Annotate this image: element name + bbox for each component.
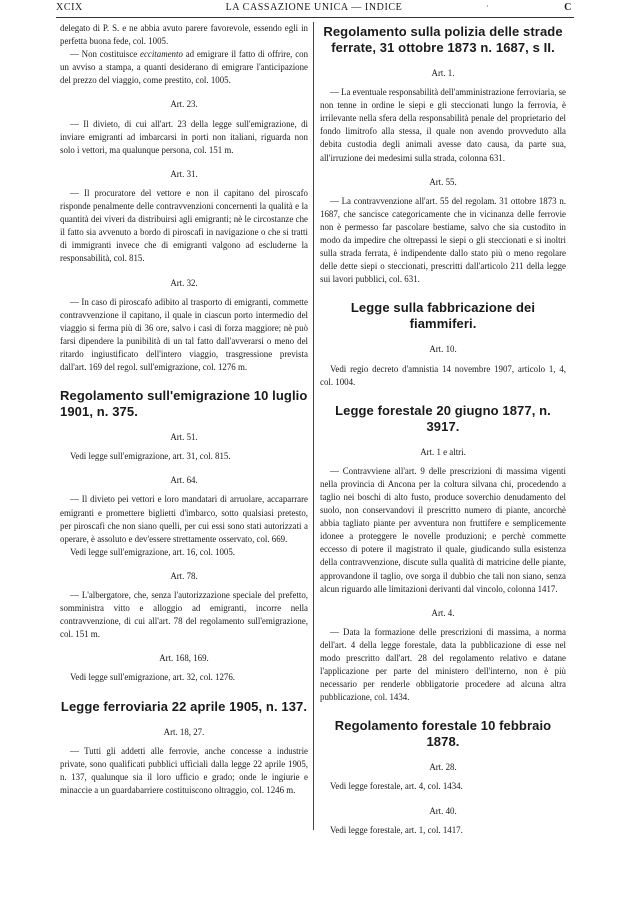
paragraph: — La eventuale responsabilità dell'amministrazione ferroviaria, se non tenne in ordine le siepi e gli steccionati lungo la ferrovia, è irrilevante nella sfera della responsabilità penale del proprietario del fondo limitrofo alla stessa, il quale non avendo provveduto alla debita custodia degli animali avesse dato causa, da parte sua, all'irruzione dei medesimi sulla strada, colonna 631. xyxy=(320,87,566,163)
article-heading: Art. 64. xyxy=(170,475,198,486)
text-run: — Non costituisce xyxy=(70,49,141,60)
paragraph: — La contravvenzione all'art. 55 del regolam. 31 ottobre 1873 n. 1687, che sancisce categoricamente che in vicinanza delle ferrovie non è permesso far pascolare bestiame, salvo che sia custodito in modo da impedire che oltrepassi le siepi o gli steccionati e si inoltri sulla strada ferrata, è indipendente dallo stato più o meno regolare delle dette siepi o steccionati, prescritti dall'articolo 211 della legge sui lavori pubblici, col. 631. xyxy=(320,195,566,285)
header-rule xyxy=(56,17,574,18)
paragraph: — Data la formazione delle prescrizioni di massima, a norma dell'art. 4 della legge forestale, data la pubblicazione di esse nel modo prescritto dall'art. 28 del regolamento relativo e datane l'applicazione per parte del ministero dell'interno, non è più necessario per renderle obbligatorie procedere ad alcuna altra pubblicazione, col. 1434. xyxy=(320,626,566,703)
column-divider xyxy=(313,22,314,830)
section-heading: Regolamento sull'emigrazione 10 luglio 1901, n. 375. xyxy=(60,388,308,420)
section-heading: Legge forestale 20 giugno 1877, n. 3917. xyxy=(335,402,551,434)
article-heading: Art. 10. xyxy=(429,344,457,355)
article-heading: Art. 31. xyxy=(170,168,198,179)
page-number-left: XCIX xyxy=(56,2,83,13)
right-column xyxy=(320,22,566,837)
article-heading: Art. 23. xyxy=(170,99,198,110)
paragraph: Vedi legge forestale, art. 1, col. 1417. xyxy=(330,824,463,835)
paragraph: — Il procuratore del vettore e non il capitano del piroscafo risponde penalmente delle contravvenzioni concernenti la qualità e la quantità dei viveri da distribuirsi agli emigranti; nè le circostanze che il fatto sia avvenuto a bordo di piroscafi in navigazione o che si tratti di immigranti invece che di emigranti valgono ad escluderne la responsabilità, col. 815. xyxy=(60,187,308,264)
running-title: LA CASSAZIONE UNICA — INDICE xyxy=(225,2,403,13)
section-heading: Regolamento forestale 10 febbraio 1878. xyxy=(334,718,552,750)
left-column xyxy=(60,22,308,797)
page-number-right: C xyxy=(564,2,572,13)
paragraph xyxy=(60,48,308,87)
article-heading: Art. 18, 27. xyxy=(163,726,205,737)
paragraph: — L'albergatore, che, senza l'autorizzazione speciale del prefetto, somministra vitto e alloggio ad emigranti, incorre nella contravvenzione, di cui all'art. 78 del regolamento sull'emigrazione, col. 151 m. xyxy=(60,590,308,640)
article-heading: Art. 32. xyxy=(170,277,198,288)
paragraph: Vedi regio decreto d'amnistia 14 novembre 1907, articolo 1, 4, col. 1004. xyxy=(320,363,566,387)
text-run: ad emigrare il fatto di offrire, con un avviso a stampa, a quanti desiderano di emigrare l'anticipazione del prezzo del viaggio, come prestito, col. 1005. xyxy=(60,49,309,86)
section-heading: Regolamento sulla polizia delle strade ferrate, 31 ottobre 1873 n. 1687, s II. xyxy=(323,24,563,55)
paragraph: Vedi legge sull'emigrazione, art. 32, col. 1276. xyxy=(70,672,236,683)
article-heading: Art. 55. xyxy=(429,176,457,187)
paragraph: Vedi legge forestale, art. 4, col. 1434. xyxy=(330,781,463,792)
paragraph: — Tutti gli addetti alle ferrovie, anche concesse a industrie private, sono qualificati pubblici ufficiali dalla legge 22 aprile 1905, n. 137, qualunque sia il loro ufficio e grado; onde le ingiurie e minaccie a un guardabarriere costituiscono oltraggio, col. 1246 m. xyxy=(60,745,308,795)
section-heading: Legge ferroviaria 22 aprile 1905, n. 137. xyxy=(60,698,308,714)
paragraph: — Il divieto pei vettori e loro mandatari di arruolare, accaparrare emigranti e promettere biglietti d'imbarco, sotto qualsiasi pretesto, per piroscafi che non siano quelli, per cui essi sono stati autorizzati a operare, è assoluto e dev'essere strettamente osservato, col. 669. xyxy=(60,494,308,544)
italic-term: eccitamento xyxy=(140,49,183,60)
paragraph: — In caso di piroscafo adibito al trasporto di emigranti, commette contravvenzione il capitano, il quale in ciascun porto intermedio del viaggio si ferma più di 36 ore, salvo i casi di forza maggiore; nè può farsi dipendere la punibilità di un tal fatto dall'avverarsi o meno del ritardo ingiustificato dell'intero viaggio, trasgressione prevista dall'art. 169 del regol. sull'emigrazione, col. 1276 m. xyxy=(60,296,308,373)
article-heading: Art. 40. xyxy=(429,805,457,816)
running-header xyxy=(56,2,572,16)
article-heading: Art. 1. xyxy=(431,68,455,78)
paragraph: Vedi legge sull'emigrazione, art. 16, col. 1005. xyxy=(70,546,236,557)
article-heading: Art. 168, 169. xyxy=(159,653,209,664)
section-heading: Legge sulla fabbricazione dei fiammiferi. xyxy=(350,300,536,332)
paragraph: delegato di P. S. e ne abbia avuto parere favorevole, essendo egli in perfetta buona fede, col. 1005. xyxy=(60,23,308,47)
paragraph: — Il divieto, di cui all'art. 23 della legge sull'emigrazione, di inviare emigranti ad imbarcarsi in porti non italiani, riguarda non solo i vettori, ma qualunque persona, col. 151 m. xyxy=(60,118,308,155)
header-mark: · xyxy=(486,2,490,11)
paragraph: Vedi legge sull'emigrazione, art. 31, col. 815. xyxy=(70,451,231,462)
article-heading: Art. 4. xyxy=(431,607,455,618)
paragraph: — Contravviene all'art. 9 delle prescrizioni di massima vigenti nella provincia di Ancona per la coltura silvana chi, procedendo a taglio nei boschi di alto fusto, produce soverchio denudamento del suolo, non conservandovi il prescritto numero di piante, ancorchè abbia tagliato piante per avventura non fruttifere e semplicemente idonee a proteggere le novelle produzioni; e perchè commette eccesso di potere il magistrato il quale, giudicando sulla esistenza della contravvenzione, discute sulla qualità di matricine delle piante, approvandone il taglio, ove sorga il dubbio che tali non siano, senza alcun riguardo alle limitazioni derivanti dal vincolo, colonna 1417. xyxy=(320,465,566,594)
article-heading: Art. 51. xyxy=(170,432,198,443)
article-heading: Art. 28. xyxy=(429,762,457,773)
article-heading: Art. 78. xyxy=(170,570,198,581)
article-heading: Art. 1 e altri. xyxy=(420,446,466,457)
